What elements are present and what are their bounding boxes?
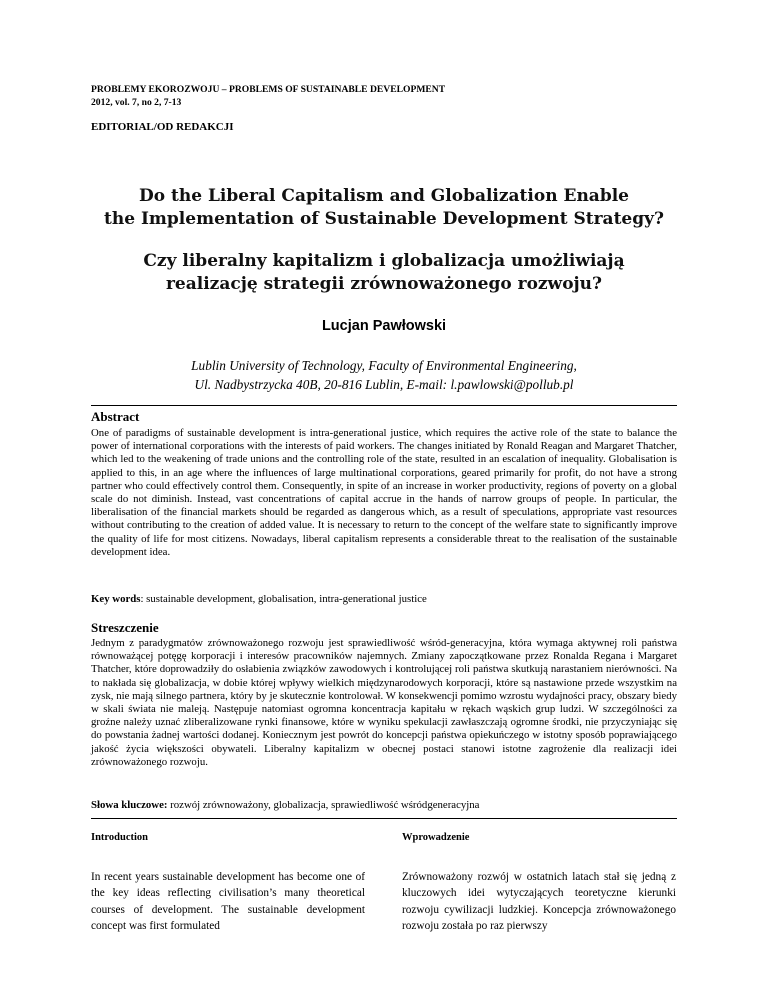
right-column [402,832,676,935]
slowa-kluczowe-text: rozwój zrównoważony, globalizacja, sprawiedliwość wśródgeneracyjna [167,799,480,811]
keywords-text: : sustainable development, globalisation, intra-generational justice [140,593,427,605]
wprowadzenie-heading: Wprowadzenie [402,832,470,843]
section-label: EDITORIAL/OD REDAKCJI [91,121,234,133]
abstract-text: One of paradigms of sustainable development is intra-generational justice, which requires the active role of the state to balance the power of international corporations with the interests of paid workers. The changes initiated by Ronald Reagan and Margaret Thatcher, which led to the weakening of trade unions and the controlling role of the state, resulted in an escalation of inequality. Globalisation is applied to this, in an age where the influences of large multinational corporations, geared primarily for profit, do not have a strong partner who could effectively control them. Consequently, in spite of an increase in worker productivity, regions of poverty on a global scale do not diminish. Instead, vast concentrations of capital accrue in the hands of narrow groups of people. In particular, the liberalisation of the financial markets should be regarded as dangerous which, as a result of speculations, appropriate vast resources without contributing to the creation of added value. It is necessary to return to the concept of the welfare state to significantly improve the quality of life for most citizens. Nowadays, liberal capitalism represents a considerable threat to the realisation of the sustainable development idea. [91,427,677,558]
abstract-divider [91,405,677,406]
journal-name: PROBLEMY EKOROZWOJU – PROBLEMS OF SUSTAINABLE DEVELOPMENT [91,84,446,95]
journal-header [91,84,445,109]
journal-issue: 2012, vol. 7, no 2, 7-13 [91,96,182,108]
keywords [91,593,677,606]
introduction-text: In recent years sustainable development has become one of the key ideas reflecting civilisation’s many theoretical courses of development. The sustainable development concept was first formulated [91,871,365,933]
introduction-heading: Introduction [91,832,148,843]
title-polish-line-1: Czy liberalny kapitalizm i globalizacja umożliwiają [143,251,625,271]
title-polish [91,250,677,296]
slowa-kluczowe [91,799,677,812]
affiliation-line-2: Ul. Nadbystrzycka 40B, 20-816 Lublin, E-mail: l.pawlowski@pollub.pl [194,377,574,392]
title-english [91,185,677,231]
author-name: Lucjan Pawłowski [321,318,447,334]
body-divider [91,818,677,819]
abstract-heading: Abstract [91,409,140,424]
title-english-line-2: the Implementation of Sustainable Development Strategy? [104,209,664,229]
wprowadzenie-text: Zrównoważony rozwój w ostatnich latach stał się jedną z kluczowych idei wytyczających teoretyczne kierunki rozwoju cywilizacji ludzkiej. Koncepcja zrównoważonego rozwoju została po raz pierwszy [402,871,676,933]
streszczenie-heading: Streszczenie [91,620,159,635]
keywords-label: Key words [91,593,141,605]
left-column [91,832,365,935]
title-polish-line-2: realizację strategii zrównoważonego rozwoju? [165,274,603,294]
affiliation-line-1: Lublin University of Technology, Faculty of Environmental Engineering, [191,358,577,373]
slowa-kluczowe-label: Słowa kluczowe: [91,799,168,811]
title-english-line-1: Do the Liberal Capitalism and Globalization Enable [139,186,629,206]
streszczenie-text: Jednym z paradygmatów zrównoważonego rozwoju jest sprawiedliwość wśród-generacyjna, która wymaga aktywnej roli państwa równoważącej potęgę korporacji i interesów pracowników najemnych. Zmiany zapoczątkowane przez Ronalda Regana i Margaret Thatcher, które doprowadziły do osłabienia związków zawodowych i kontrolującej roli państwa skutkują narastaniem nierówności. Na to nakłada się globalizacja, w dobie której wpływy wielkich międzynarodowych korporacji, które są nastawione przede wszystkim na zysk, nie mają silnego partnera, który by je skutecznie kontrolował. W konsekwencji pomimo wzrostu wydajności pracy, obszary biedy w skali świata nie maleją. Następuje natomiast ogromna koncentracja kapitału w rękach wąskich grup ludzi. W szczególności za groźne należy uznać zliberalizowane rynki finansowe, które w wyniku spekulacji zawłaszczają ogromne środki, nie przyczyniając się do powstania żadnej wartości dodanej. Koniecznym jest powrót do koncepcji państwa opiekuńczego w istotny sposób poprawiającego jakość życia większości obywateli. Liberalny kapitalizm w obecnej postaci stanowi istotne zagrożenie dla realizacji idei zrównoważonego rozwoju. [91,637,677,768]
affiliation [91,356,677,394]
